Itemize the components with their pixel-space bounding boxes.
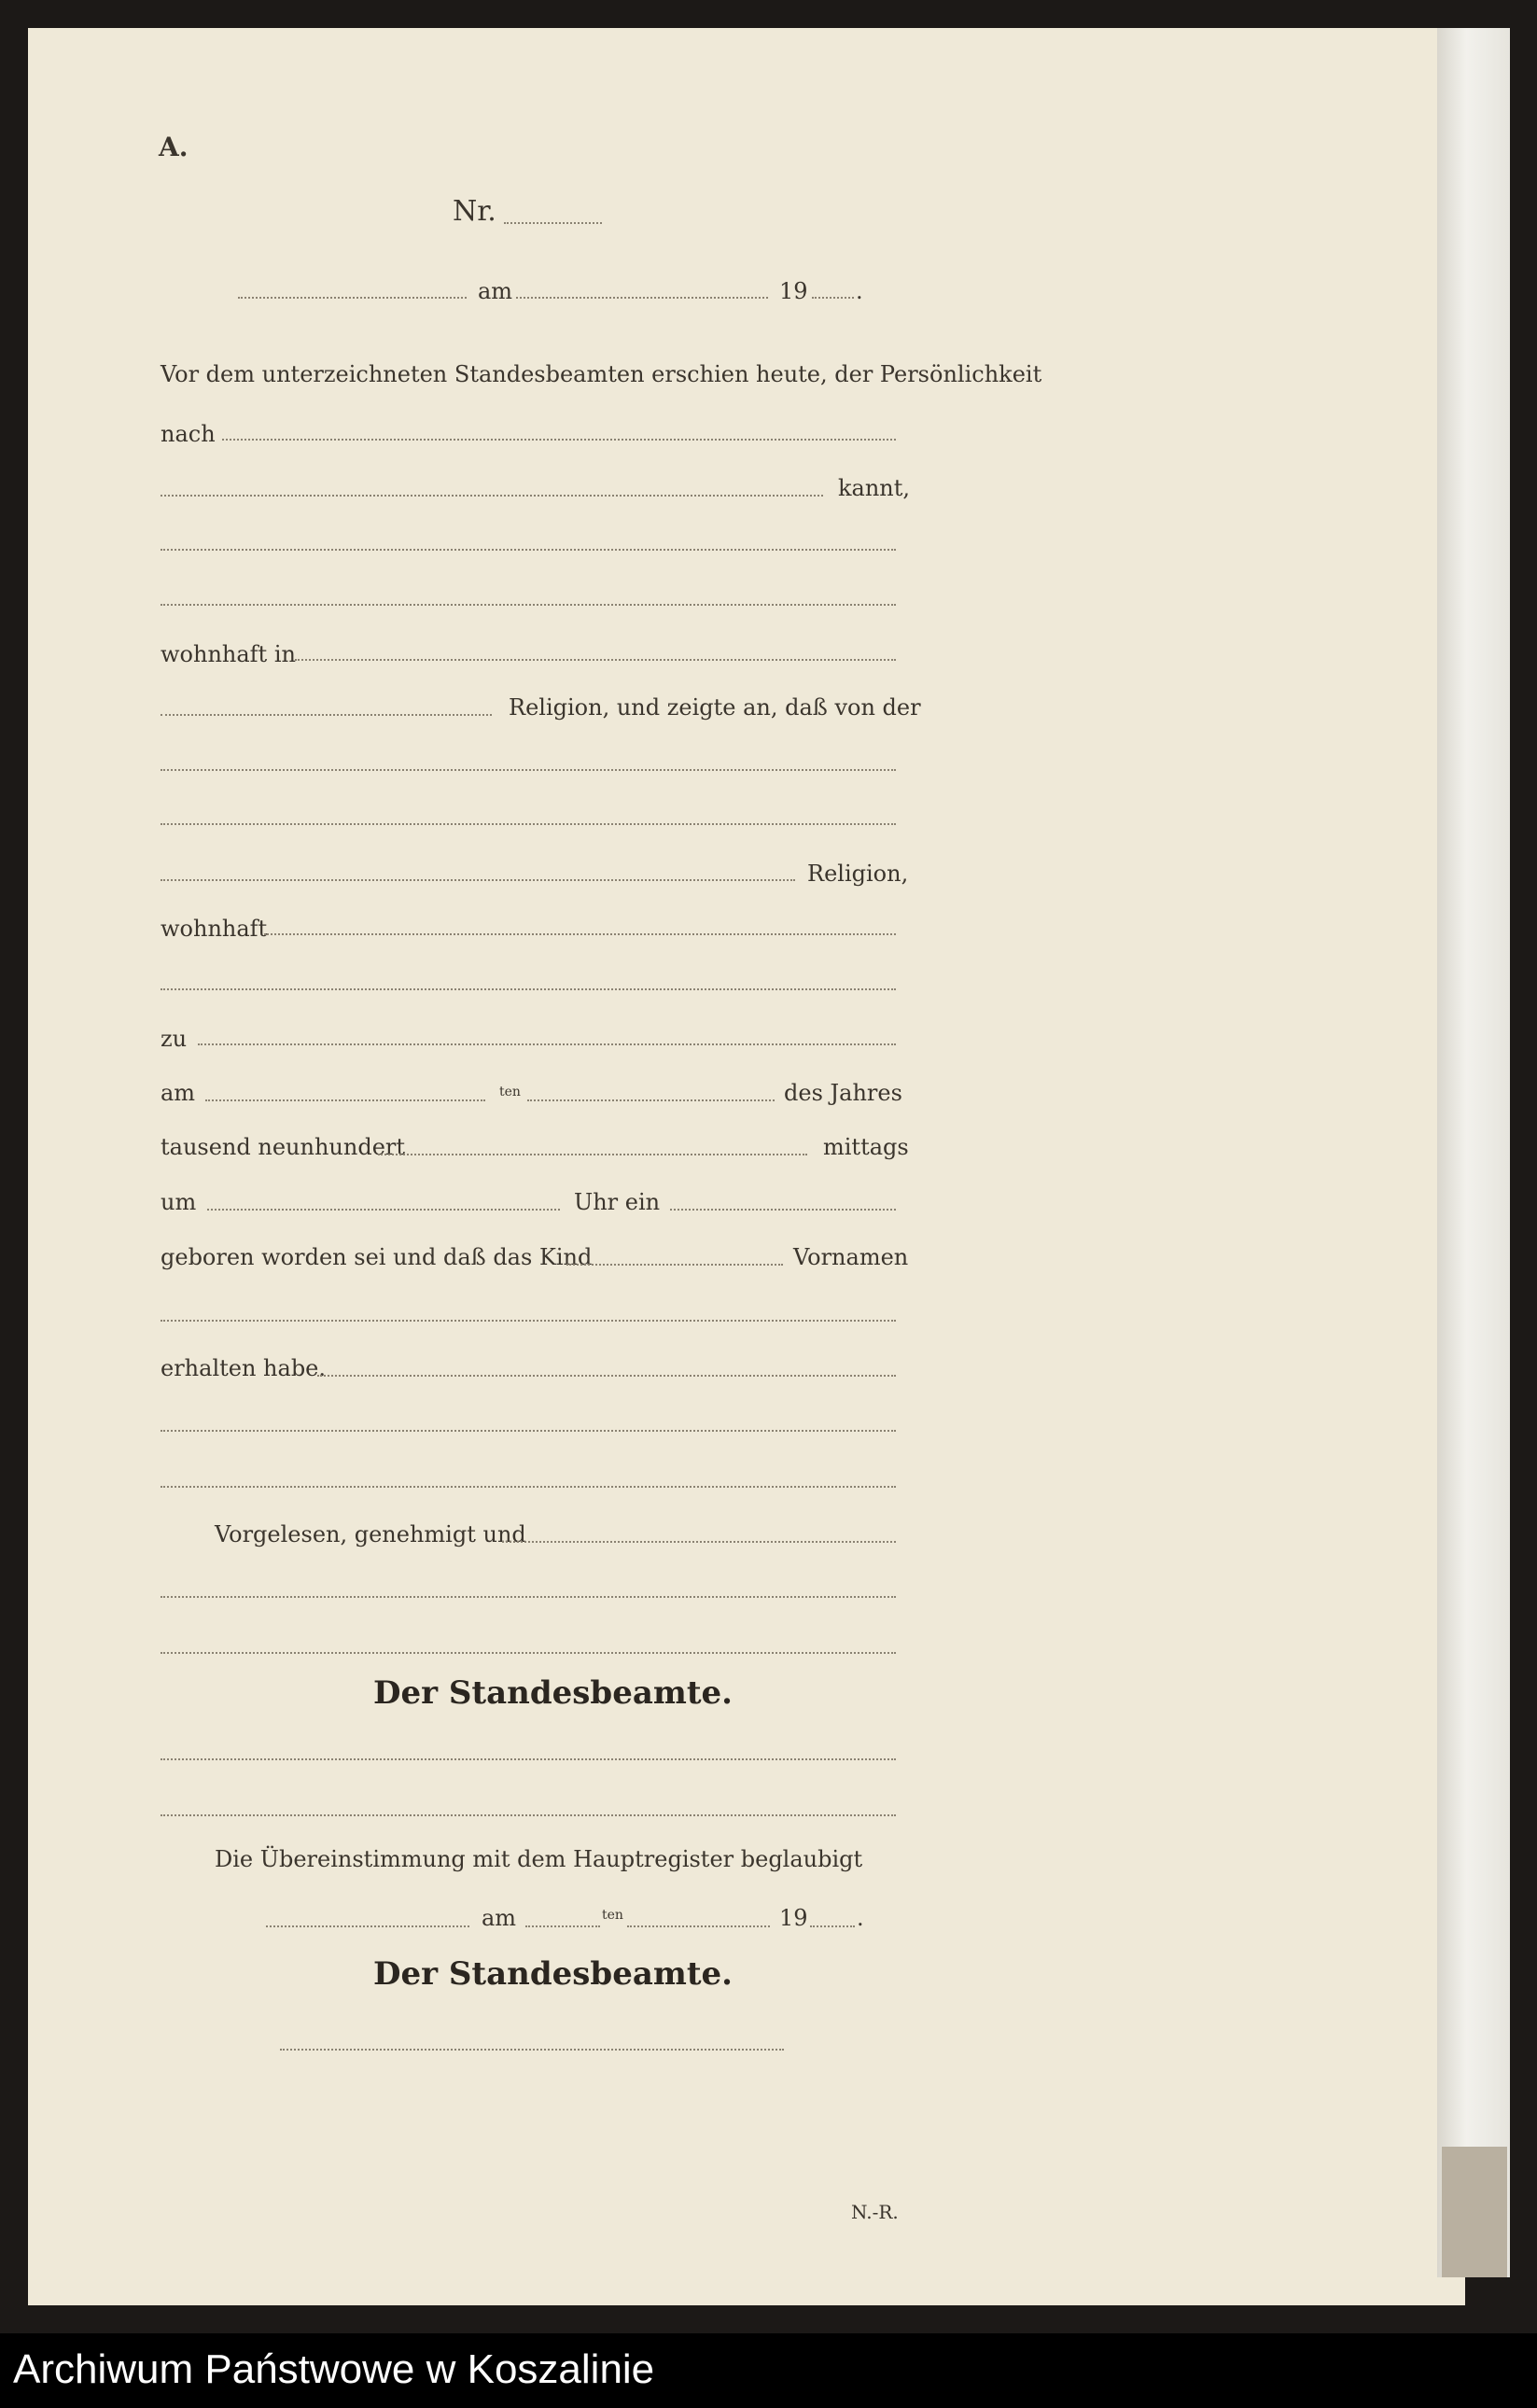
period: . [856,278,863,304]
day-field [205,1099,485,1101]
wohnhaft-in-field [295,659,896,661]
am-label-3: am [482,1905,517,1931]
year-prefix-2: 19 [779,1905,808,1931]
date-field [516,297,768,299]
year-prefix: 19 [779,278,808,304]
religion-field-1 [161,714,492,716]
gender-field [670,1209,896,1211]
standesbeamte-heading-1: Der Standesbeamte. [373,1674,734,1712]
hour-field [207,1209,560,1211]
erhalten-field [317,1375,896,1377]
section-marker: A. [159,132,189,162]
zu-label: zu [161,1026,188,1052]
certify-place-field [266,1925,469,1927]
page-binding-edge-worn [1442,2147,1507,2277]
kannt-field [161,495,823,497]
blank-line-6 [161,1320,896,1322]
signature-line-2 [161,1814,896,1816]
des-jahres-label: des Jahres [784,1080,902,1106]
form-code: N.-R. [851,2201,899,2223]
wohnhaft-in-label: wohnhaft in [161,641,296,667]
blank-line-3 [161,769,896,771]
vornamen-label: Vornamen [793,1244,909,1270]
blank-line-10 [161,1652,896,1654]
nach-field [222,439,896,441]
signature-line-1 [161,1758,896,1760]
wohnhaft-label: wohnhaft [161,916,268,942]
certify-year-field [810,1925,855,1927]
blank-line-8 [161,1486,896,1488]
kannt-label: kannt, [838,475,911,501]
tausend-label: tausend neunhundert [161,1134,406,1160]
nr-label: Nr. [453,195,496,228]
year-field [812,297,854,299]
standesbeamte-heading-2: Der Standesbeamte. [373,1955,734,1993]
blank-line-9 [161,1596,896,1598]
religion-field-2 [161,879,795,881]
vorgelesen-label: Vorgelesen, genehmigt und [215,1521,526,1547]
period-2: . [857,1905,864,1931]
certify-month-field [627,1925,770,1927]
religion-zeigte-label: Religion, und zeigte an, daß von der [509,694,921,721]
month-field [527,1099,775,1101]
uebereinstimmung-text: Die Übereinstimmung mit dem Hauptregister beglaubigt [215,1846,863,1872]
intro-text: Vor dem unterzeichneten Standesbeamten erschien heute, der Persönlichkeit [161,361,1042,387]
vorgelesen-field [502,1541,896,1543]
am-label: am [478,278,513,304]
archive-name: Archiwum Państwowe w Koszalinie [13,2346,655,2392]
blank-line-2 [161,604,896,606]
blank-line-4 [161,823,896,825]
blank-line-1 [161,549,896,551]
erhalten-label: erhalten habe. [161,1355,327,1381]
um-label: um [161,1189,197,1215]
nach-label: nach [161,421,216,447]
ten-suffix: ten [499,1085,521,1099]
page-binding-edge [1437,28,1510,2277]
wohnhaft-field [264,933,896,935]
religion-label: Religion, [807,861,909,887]
uhr-ein-label: Uhr ein [574,1189,661,1215]
place-field [238,297,467,299]
mittags-label: mittags [823,1134,909,1160]
child-field [566,1264,783,1266]
nr-field [504,222,602,224]
year-words-field [378,1154,807,1155]
ten-suffix-2: ten [602,1908,623,1923]
blank-line-7 [161,1430,896,1432]
zu-field [198,1043,896,1045]
certify-signature-line [280,2049,784,2051]
am-label-2: am [161,1080,196,1106]
blank-line-5 [161,988,896,990]
certify-day-field [525,1925,600,1927]
geboren-label: geboren worden sei und daß das Kind [161,1244,593,1270]
